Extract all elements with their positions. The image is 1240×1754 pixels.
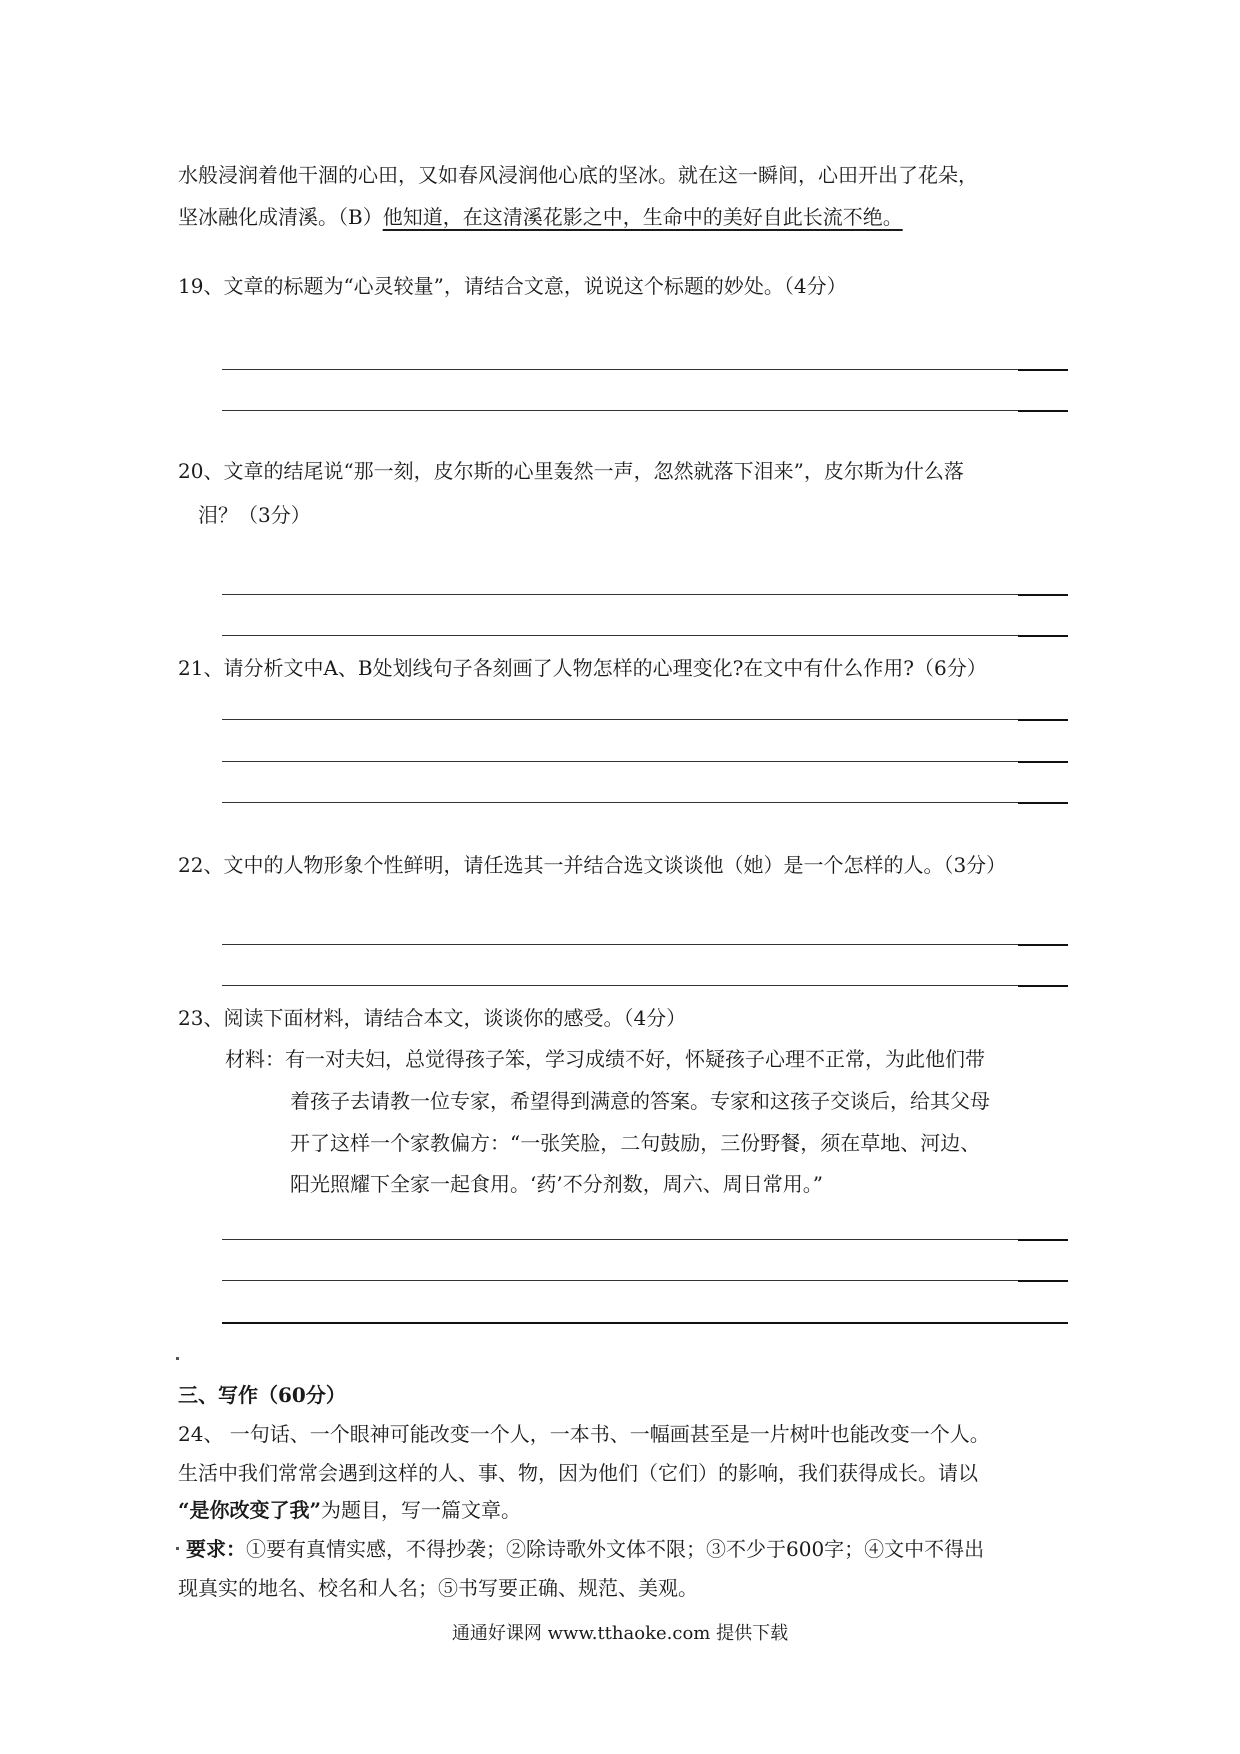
answer-line-end [1018,1239,1068,1241]
underlined-sentence-b: 他知道，在这清溪花影之中，生命中的美好自此长流不绝。 [382,205,903,229]
answer-line [222,369,1022,370]
answer-line [222,635,1022,636]
requirements-line-2: 现真实的地名、校名和人名；⑤书写要正确、规范、美观。 [178,1576,698,1600]
question-23: 23、阅读下面材料，请结合本文，谈谈你的感受。（4分） [178,1006,687,1030]
passage-line-2 [178,203,903,231]
answer-line [222,761,1022,762]
answer-line [222,1239,1022,1240]
scan-dot [176,1357,179,1360]
material-line-3: 开了这样一个家教偏方：“一张笑脸，二句鼓励，三份野餐，须在草地、河边、 [290,1131,981,1155]
material-line-2: 着孩子去请教一位专家，希望得到满意的答案。专家和这孩子交谈后，给其父母 [290,1089,990,1113]
passage-line-1: 水般浸润着他干涸的心田，又如春风浸润他心底的坚冰。就在这一瞬间，心田开出了花朵， [178,163,978,187]
question-24-line-3-rest: 为题目，写一篇文章。 [321,1498,522,1522]
answer-line-end [1018,761,1068,763]
page-footer: 通通好课网 www.tthaoke.com 提供下载 [451,1623,789,1644]
requirements-line-1 [186,1535,984,1563]
answer-line [222,985,1022,986]
essay-title: “是你改变了我” [178,1498,322,1522]
question-19: 19、文章的标题为“心灵较量”，请结合文意，说说这个标题的妙处。（4分） [178,274,847,298]
question-24-line-1: 24、 一句话、一个眼神可能改变一个人，一本书、一幅画甚至是一片树叶也能改变一个人。 [178,1422,990,1446]
answer-line [222,1280,1022,1281]
answer-line [222,944,1022,945]
question-20-line-2: 泪？（3分） [198,503,311,527]
passage-line-2-pre: 坚冰融化成清溪。（B） [178,205,383,229]
material-line-1: 材料：有一对夫妇，总觉得孩子笨，学习成绩不好，怀疑孩子心理不正常，为此他们带 [225,1047,985,1071]
material-line-4: 阳光照耀下全家一起食用。‘药’不分剂数，周六、周日常用。” [290,1172,823,1196]
answer-line [222,719,1022,720]
question-24-line-3 [178,1496,521,1524]
answer-line [222,594,1022,595]
answer-line-end [1018,719,1068,721]
answer-line-end [1018,802,1068,804]
answer-line [222,410,1022,411]
question-20-line-1: 20、文章的结尾说“那一刻，皮尔斯的心里轰然一声，忽然就落下泪来”，皮尔斯为什么落 [178,459,964,483]
answer-line-end [1018,635,1068,637]
answer-line [222,1322,1068,1324]
writing-heading: 三、写作（60分） [178,1383,346,1407]
answer-line-end [1018,594,1068,596]
answer-line-end [1018,985,1068,987]
answer-line [222,802,1022,803]
answer-line-end [1018,410,1068,412]
answer-line-end [1018,1280,1068,1282]
scan-dot [176,1547,179,1550]
question-24-line-2: 生活中我们常常会遇到这样的人、事、物，因为他们（它们）的影响，我们获得成长。请以 [178,1461,978,1485]
requirements-label: 要求： [186,1537,246,1561]
question-22: 22、文中的人物形象个性鲜明，请任选其一并结合选文谈谈他（她）是一个怎样的人。（3分） [178,853,1007,877]
question-21: 21、请分析文中A、B处划线句子各刻画了人物怎样的心理变化?在文中有什么作用?（6分） [178,656,987,680]
answer-line-end [1018,369,1068,371]
answer-line-end [1018,944,1068,946]
requirements-text: ①要有真情实感，不得抄袭；②除诗歌外文体不限；③不少于600字；④文中不得出 [246,1537,985,1561]
